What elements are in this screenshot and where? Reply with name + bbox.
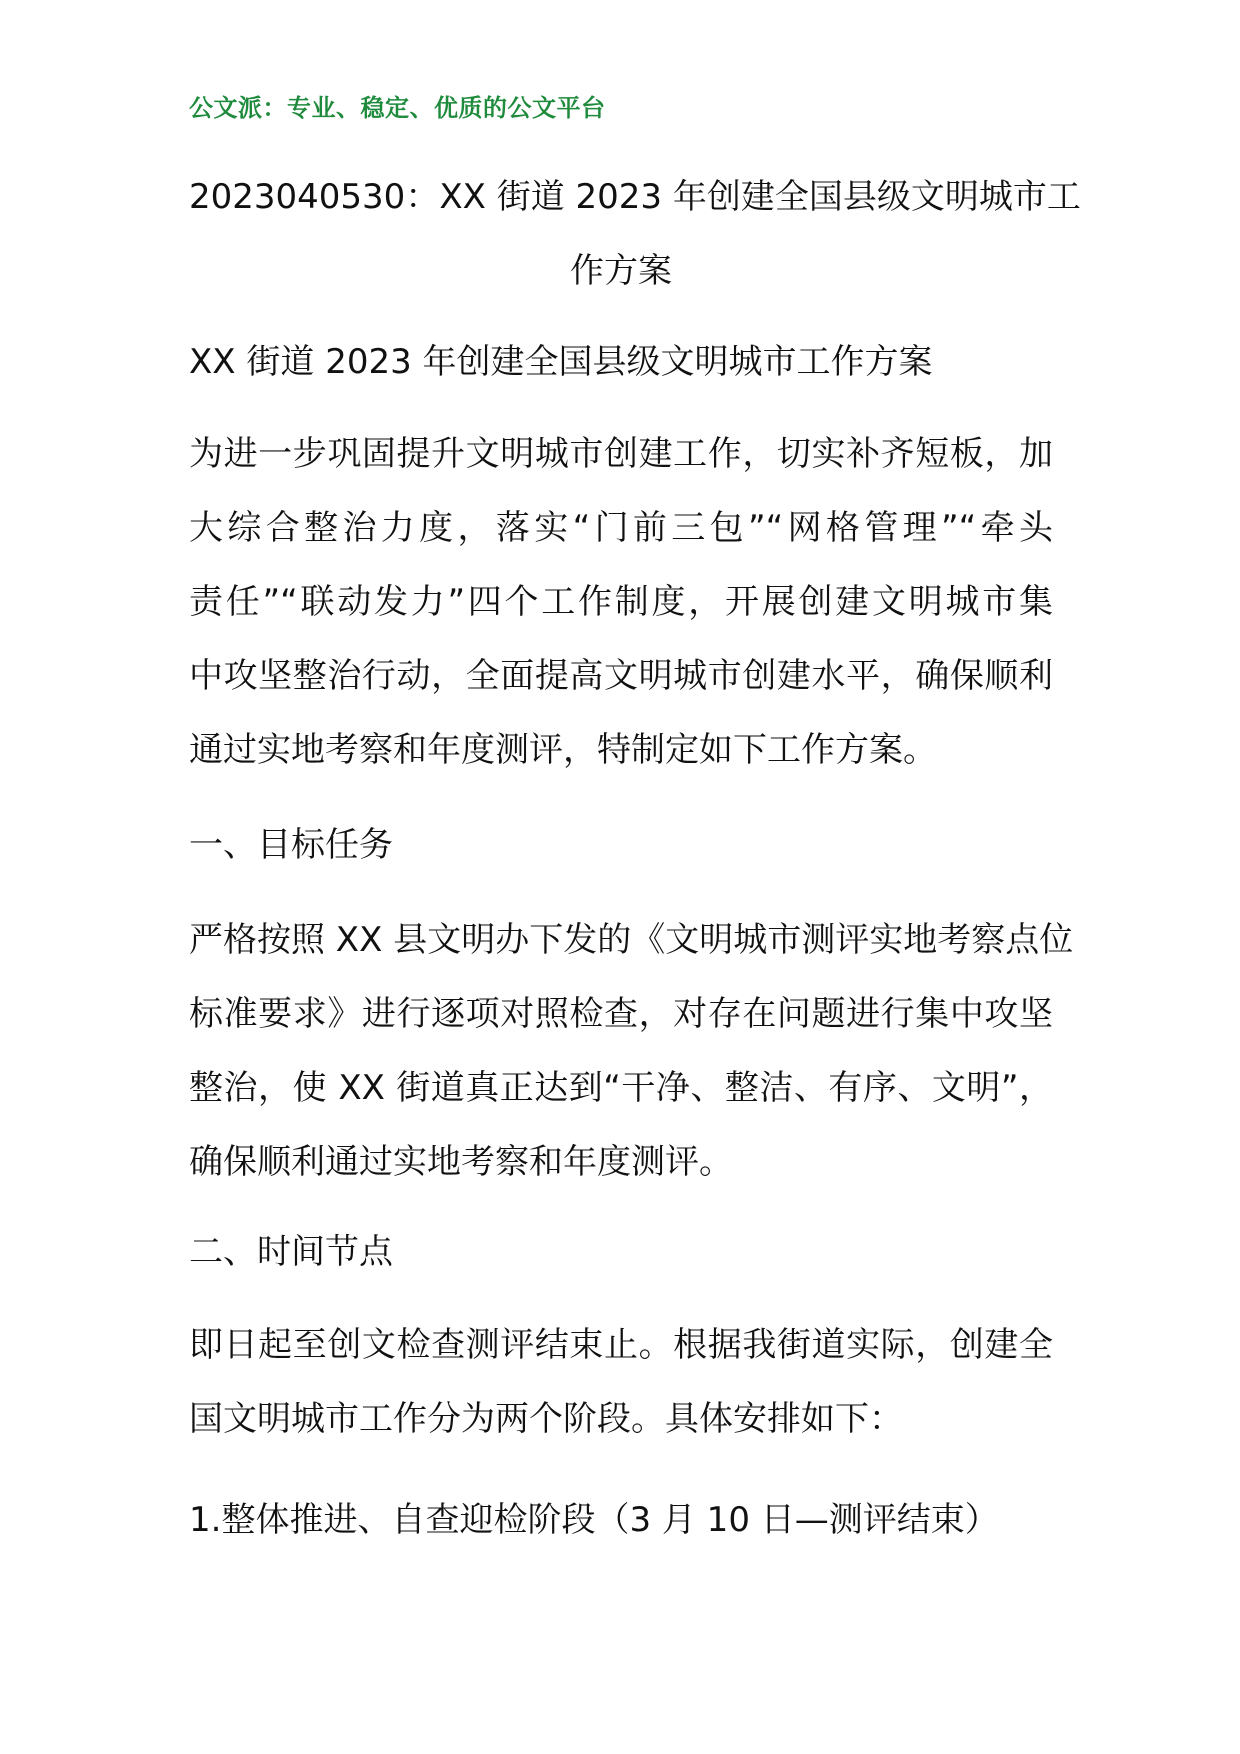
paragraph-line: 大综合整治力度，落实“门前三包”“网格管理”“牵头: [189, 508, 1053, 548]
paragraph-line: 通过实地考察和年度测评，特制定如下工作方案。: [189, 730, 937, 770]
document-title: [189, 160, 1081, 308]
paragraph-line: 即日起至创文检查测评结束止。根据我街道实际，创建全: [189, 1325, 1053, 1365]
brand-header: 公文派：专业、稳定、优质的公文平台: [189, 94, 606, 122]
paragraph-line: 为进一步巩固提升文明城市创建工作，切实补齐短板，加: [189, 434, 1053, 474]
paragraph-line: 国文明城市工作分为两个阶段。具体安排如下：: [189, 1399, 903, 1439]
paragraph-line: 整治，使 XX 街道真正达到“干净、整洁、有序、文明”，: [189, 1068, 1053, 1108]
paragraph-line: 确保顺利通过实地考察和年度测评。: [189, 1142, 733, 1182]
paragraph-line: 严格按照 XX 县文明办下发的《文明城市测评实地考察点位: [189, 920, 1074, 960]
section-heading-goals: 一、目标任务: [189, 825, 393, 865]
title-line-2: 作方案: [570, 251, 672, 291]
goals-paragraph: [189, 903, 1074, 1199]
paragraph-line: 标准要求》进行逐项对照检查，对存在问题进行集中攻坚: [189, 994, 1053, 1034]
timeline-paragraph: [189, 1308, 1053, 1456]
paragraph-line: 中攻坚整治行动，全面提高文明城市创建水平，确保顺利: [189, 656, 1053, 696]
intro-paragraph: [189, 417, 1053, 787]
document-subtitle: XX 街道 2023 年创建全国县级文明城市工作方案: [189, 342, 933, 382]
title-line-1: 2023040530：XX 街道 2023 年创建全国县级文明城市工: [189, 177, 1081, 217]
section-heading-timeline: 二、时间节点: [189, 1232, 393, 1272]
paragraph-line: 责任”“联动发力”四个工作制度，开展创建文明城市集: [189, 582, 1053, 622]
stage-1-item: 1.整体推进、自查迎检阶段（3 月 10 日—测评结束）: [189, 1500, 999, 1540]
